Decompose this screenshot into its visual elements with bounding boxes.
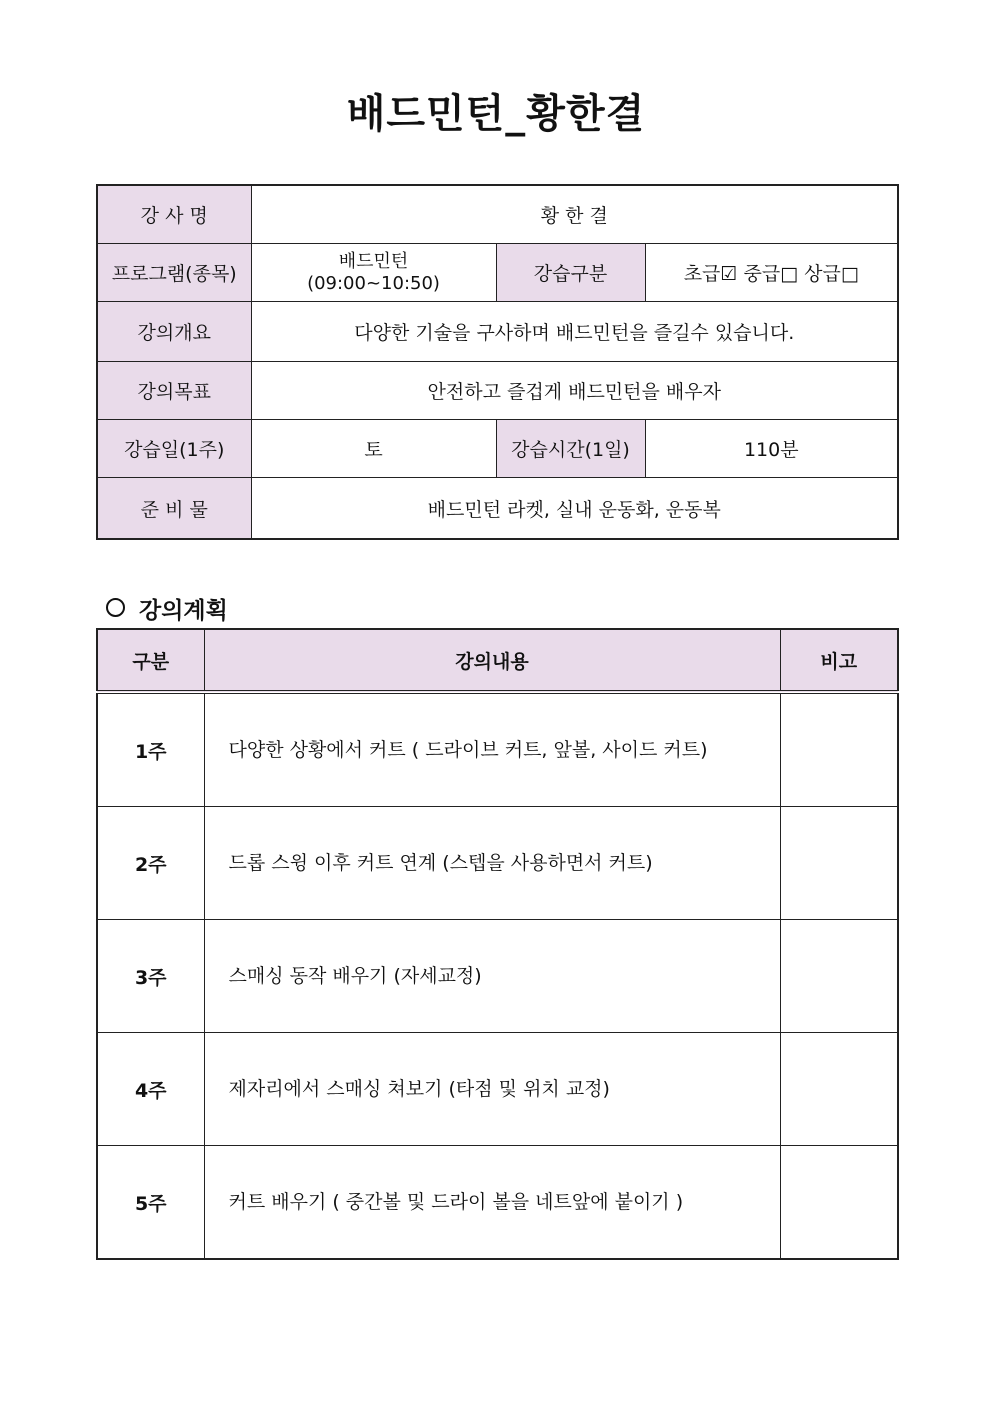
table-row (97, 1146, 898, 1260)
lesson-plan-table (96, 628, 899, 1260)
day-label: 강습일(1주) (97, 420, 251, 478)
overview-label: 강의개요 (97, 302, 251, 362)
week-cell: 3주 (97, 920, 204, 1033)
content-cell: 스매싱 동작 배우기 (자세교정) (204, 920, 780, 1033)
table-row (97, 692, 898, 807)
instructor-label: 강 사 명 (97, 185, 251, 244)
page-title: 배드민턴_황한결 (346, 91, 646, 137)
note-cell (780, 1146, 898, 1260)
program-name: 배드민턴 (338, 250, 409, 272)
week-cell: 2주 (97, 807, 204, 920)
program-value (251, 244, 496, 302)
section-heading (106, 592, 228, 625)
plan-header-row (97, 629, 898, 692)
supplies-label: 준 비 물 (97, 478, 251, 540)
section-title: 강의계획 (139, 598, 228, 624)
week-cell: 1주 (97, 692, 204, 807)
day-value: 토 (251, 420, 496, 478)
content-cell: 커트 배우기 ( 중간볼 및 드라이 볼을 네트앞에 붙이기 ) (204, 1146, 780, 1260)
goal-row (97, 362, 898, 420)
goal-label: 강의목표 (97, 362, 251, 420)
program-label: 프로그램(종목) (97, 244, 251, 302)
time-value: 110분 (645, 420, 898, 478)
header-note: 비고 (780, 629, 898, 692)
header-content: 강의내용 (204, 629, 780, 692)
overview-row (97, 302, 898, 362)
circle-bullet-icon (106, 598, 125, 617)
course-info-table (96, 184, 899, 540)
header-week: 구분 (97, 629, 204, 692)
supplies-value: 배드민턴 라켓, 실내 운동화, 운동복 (251, 478, 898, 540)
content-cell: 드롭 스윙 이후 커트 연계 (스텝을 사용하면서 커트) (204, 807, 780, 920)
note-cell (780, 692, 898, 807)
schedule-row (97, 420, 898, 478)
level-value: 초급☑ 중급□ 상급□ (645, 244, 898, 302)
level-label: 강습구분 (496, 244, 645, 302)
program-time: (09:00~10:50) (307, 272, 440, 294)
program-row (97, 244, 898, 302)
goal-value: 안전하고 즐겁게 배드민턴을 배우자 (251, 362, 898, 420)
content-cell: 제자리에서 스매싱 쳐보기 (타점 및 위치 교정) (204, 1033, 780, 1146)
note-cell (780, 1033, 898, 1146)
table-row (97, 807, 898, 920)
instructor-value: 황 한 결 (251, 185, 898, 244)
week-cell: 5주 (97, 1146, 204, 1260)
time-label: 강습시간(1일) (496, 420, 645, 478)
note-cell (780, 920, 898, 1033)
table-row (97, 1033, 898, 1146)
week-cell: 4주 (97, 1033, 204, 1146)
content-cell: 다양한 상황에서 커트 ( 드라이브 커트, 앞볼, 사이드 커트) (204, 692, 780, 807)
supplies-row (97, 478, 898, 540)
instructor-row (97, 185, 898, 244)
overview-value: 다양한 기술을 구사하며 배드민턴을 즐길수 있습니다. (251, 302, 898, 362)
note-cell (780, 807, 898, 920)
table-row (97, 920, 898, 1033)
